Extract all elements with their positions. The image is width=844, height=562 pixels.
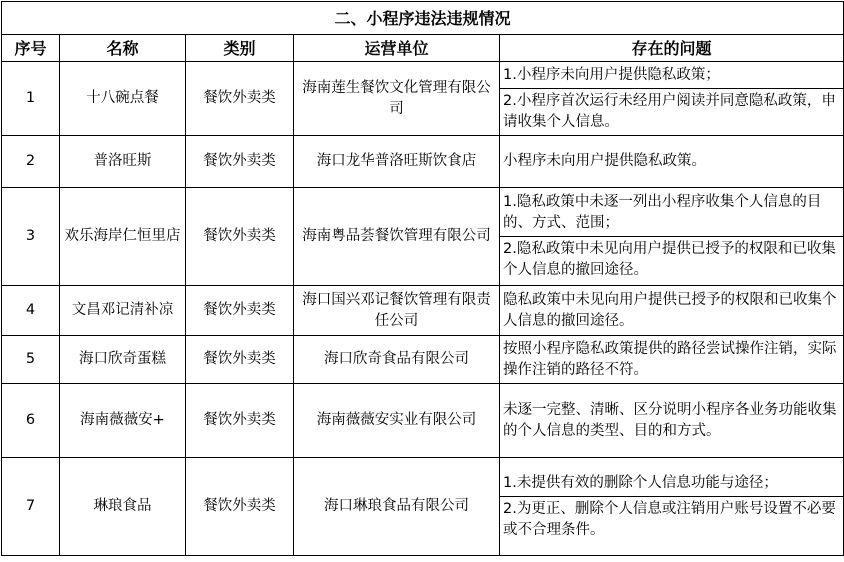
- row-no: 2: [2, 136, 60, 188]
- table-row: [2, 336, 844, 384]
- row-name: 海口欣奇蛋糕: [60, 336, 186, 384]
- row-issues: [500, 62, 844, 136]
- row-category: 餐饮外卖类: [186, 458, 294, 556]
- table-row: [2, 384, 844, 458]
- row-no: 6: [2, 384, 60, 458]
- issue-item: 未逐一完整、清晰、区分说明小程序各业务功能收集的个人信息的类型、目的和方式。: [503, 401, 837, 439]
- row-operator: 海南粤品荟餐饮管理有限公司: [294, 188, 500, 286]
- row-no: 1: [2, 62, 60, 136]
- row-category: 餐饮外卖类: [186, 136, 294, 188]
- header-category: 类别: [186, 35, 294, 62]
- issue-item: 按照小程序隐私政策提供的路径尝试操作注销，实际操作注销的路径不符。: [503, 340, 837, 378]
- row-no: 3: [2, 188, 60, 286]
- row-no: 4: [2, 286, 60, 336]
- issue-item: 1.未提供有效的删除个人信息功能与途径；: [503, 474, 778, 491]
- header-operator: 运营单位: [294, 35, 500, 62]
- row-issues: [500, 384, 844, 458]
- row-name: 海南薇薇安+: [60, 384, 186, 458]
- row-no: 5: [2, 336, 60, 384]
- row-category: 餐饮外卖类: [186, 286, 294, 336]
- issue-item: 1.隐私政策中未逐一列出小程序收集个人信息的目的、方式、范围；: [503, 194, 822, 231]
- table-row: [2, 136, 844, 188]
- table-title: 二、小程序违法违规情况: [2, 2, 844, 35]
- violations-table: [1, 1, 844, 556]
- row-issues: [500, 286, 844, 336]
- header-row: [2, 35, 844, 62]
- table-row: [2, 458, 844, 556]
- row-operator: 海口欣奇食品有限公司: [294, 336, 500, 384]
- row-operator: 海南莲生餐饮文化管理有限公司: [294, 62, 500, 136]
- row-category: 餐饮外卖类: [186, 336, 294, 384]
- row-category: 餐饮外卖类: [186, 384, 294, 458]
- row-operator: 海口国兴邓记餐饮管理有限责任公司: [294, 286, 500, 336]
- issue-item: 2.小程序首次运行未经用户阅读并同意隐私政策，申请收集个人信息。: [500, 88, 843, 135]
- header-name: 名称: [60, 35, 186, 62]
- row-name: 普洛旺斯: [60, 136, 186, 188]
- header-issues: 存在的问题: [500, 35, 844, 62]
- table-row: [2, 188, 844, 286]
- table-row: [2, 62, 844, 136]
- issue-item: 1.小程序未向用户提供隐私政策；: [503, 66, 720, 83]
- header-no: 序号: [2, 35, 60, 62]
- issue-item: 隐私政策中未见向用户提供已授予的权限和已收集个人信息的撤回途径。: [503, 291, 837, 329]
- issue-item: 2.隐私政策中未见向用户提供已授予的权限和已收集个人信息的撤回途径。: [500, 236, 843, 283]
- row-operator: 海口龙华普洛旺斯饮食店: [294, 136, 500, 188]
- row-no: 7: [2, 458, 60, 556]
- row-category: 餐饮外卖类: [186, 188, 294, 286]
- row-issues: [500, 136, 844, 188]
- row-name: 文昌邓记清补凉: [60, 286, 186, 336]
- row-issues: [500, 458, 844, 556]
- row-issues: [500, 336, 844, 384]
- row-operator: 海南薇薇安实业有限公司: [294, 384, 500, 458]
- title-row: [2, 2, 844, 35]
- row-operator: 海口琳琅食品有限公司: [294, 458, 500, 556]
- issue-item: 小程序未向用户提供隐私政策。: [503, 153, 706, 169]
- row-category: 餐饮外卖类: [186, 62, 294, 136]
- row-name: 欢乐海岸仁恒里店: [60, 188, 186, 286]
- row-name: 十八碗点餐: [60, 62, 186, 136]
- issue-item: 2.为更正、删除个人信息或注销用户账号设置不必要或不合理条件。: [500, 496, 843, 543]
- row-name: 琳琅食品: [60, 458, 186, 556]
- table-row: [2, 286, 844, 336]
- row-issues: [500, 188, 844, 286]
